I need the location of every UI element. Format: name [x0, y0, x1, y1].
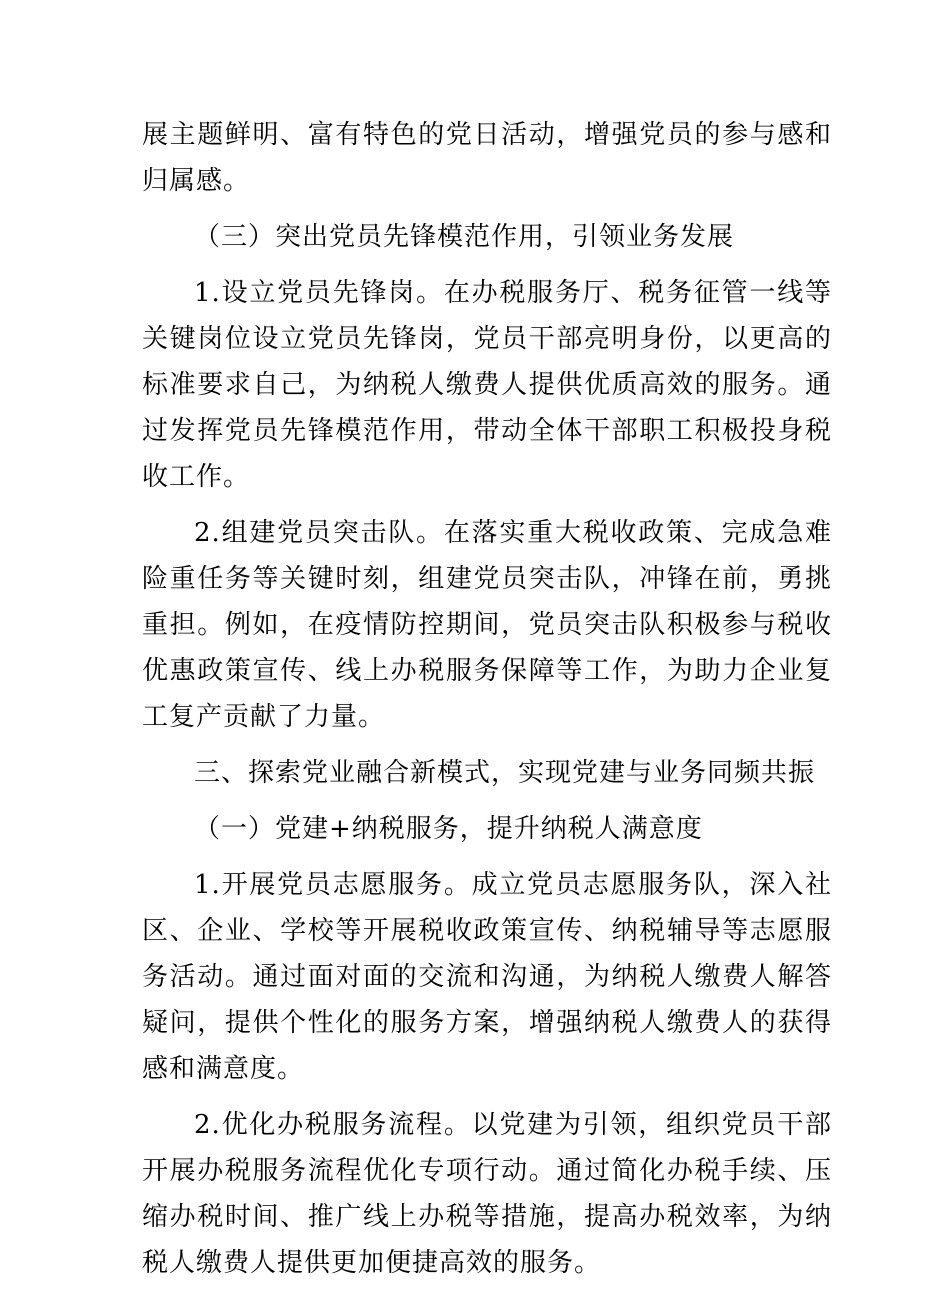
- paragraph-commando-team: 2.组建党员突击队。在落实重大税收政策、完成急难险重任务等关键时刻，组建党员突击队，冲锋在前，勇挑重担。例如，在疫情防控期间，党员突击队积极参与税收优惠政策宣传、线上办税服务保障等工作，为助力企业复工复产贡献了力量。: [142, 518, 832, 732]
- paragraph-process-optimization: 2.优化办税服务流程。以党建为引领，组织党员干部开展办税服务流程优化专项行动。通过简化办税手续、压缩办税时间、推广线上办税等措施，提高办税效率，为纳税人缴费人提供更加便捷高效的服务。: [142, 1110, 832, 1278]
- section-heading-1: （一）党建+纳税服务，提升纳税人满意度: [194, 814, 703, 844]
- paragraph-volunteer-service: 1.开展党员志愿服务。成立党员志愿服务队，深入社区、企业、学校等开展税收政策宣传、纳税辅导等志愿服务活动。通过面对面的交流和沟通，为纳税人缴费人解答疑问，提供个性化的服务方案，增强纳税人缴费人的获得感和满意度。: [142, 870, 832, 1084]
- section-heading-3: （三）突出党员先锋模范作用，引领业务发展: [194, 222, 735, 252]
- chapter-heading-3: 三、探索党业融合新模式，实现党建与业务同频共振: [194, 758, 816, 788]
- document-body: [142, 112, 832, 1296]
- paragraph-continuation: 展主题鲜明、富有特色的党日活动，增强党员的参与感和归属感。: [142, 120, 832, 196]
- paragraph-vanguard-post: 1.设立党员先锋岗。在办税服务厅、税务征管一线等关键岗位设立党员先锋岗，党员干部亮明身份，以更高的标准要求自己，为纳税人缴费人提供优质高效的服务。通过发挥党员先锋模范作用，带动全体干部职工积极投身税收工作。: [142, 278, 832, 492]
